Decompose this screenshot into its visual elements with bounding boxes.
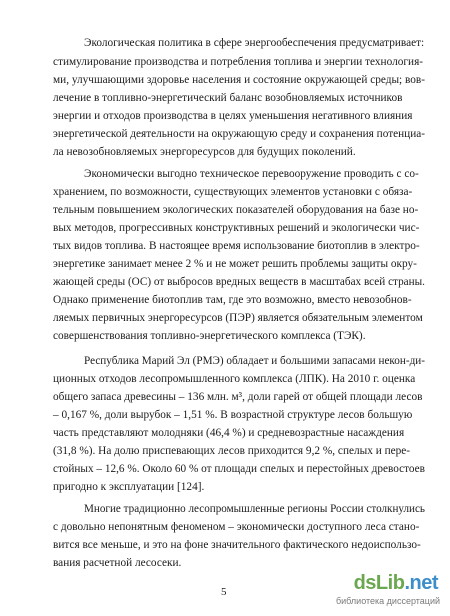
text-line: энергетической деятельности на окружающую среду и сохранения потенциа- — [53, 128, 425, 140]
text-line: Республика Марий Эл (РМЭ) обладает и большими запасами некон-ди- — [84, 355, 425, 367]
text-line: тельным повышением экологических показателей оборудования на базе но- — [53, 204, 419, 216]
watermark-logo — [354, 572, 438, 594]
text-line: стимулирование производства и потребления топлива и энергии технология- — [53, 56, 424, 68]
text-line: Однако применение биотоплив там, где это возможно, вместо невозобнов- — [53, 294, 412, 306]
text-line: ционных отходов лесопромышленного комплекса (ЛПК). На 2010 г. оценка — [53, 373, 416, 385]
text-line: энергии и отходов производства в целях уменьшения негативного влияния — [53, 110, 413, 122]
text-line: общего запаса древесины – 136 млн. м³, доли гарей от общей площади лесов — [53, 391, 423, 403]
text-line: стойных – 12,6 %. Около 60 % от площади спелых и перестойных древостоев — [53, 463, 425, 475]
text-line: энергетике занимает менее 2 % и не может решить проблемы защиты окру- — [53, 258, 417, 270]
text-line: Экологическая политика в сфере энергообеспечения предусматривает: — [84, 37, 425, 49]
watermark-logo-suffix: .net — [404, 572, 438, 594]
text-line: ла невозобновляемых энергоресурсов для будущих поколений. — [53, 146, 356, 158]
watermark-logo-main: dsLib — [353, 572, 405, 594]
text-line: вания расчетной лесосеки. — [53, 557, 182, 569]
text-line: тых видов топлива. В настоящее время использование биотоплив в электро- — [53, 240, 420, 252]
text-line: часть представляют молодняки (46,4 %) и средневозрастные насаждения — [53, 427, 405, 439]
watermark-caption: библиотека диссертаций — [335, 596, 440, 606]
page-number: 5 — [221, 586, 227, 598]
text-line: совершенствования топливно-энергетического комплекса (ТЭК). — [53, 330, 366, 342]
text-line: пригодно к эксплуатации [124]. — [53, 481, 205, 493]
watermark[interactable] — [324, 572, 442, 612]
text-line: Многие традиционно лесопромышленные регионы России столкнулись — [84, 503, 425, 515]
text-line: хранением, по возможности, существующих элементов установки с обяза- — [53, 186, 413, 198]
text-line: (31,8 %). На долю приспевающих лесов приходится 9,2 %, спелых и пере- — [53, 445, 411, 457]
text-line: ми, улучшающими здоровье населения и состояние окружающей среды; вов- — [53, 74, 425, 86]
text-line: лечение в топливно-энергетический баланс возобновляемых источников — [53, 92, 403, 104]
text-line: вится все меньше, и это на фоне значительного фактического недоиспользо- — [53, 539, 421, 551]
text-line: Экономически выгодно техническое перевооружение проводить с со- — [84, 168, 419, 180]
text-line: ляемых первичных энергоресурсов (ПЭР) является обязательным элементом — [53, 312, 423, 324]
text-line: вых методов, прогрессивных конструктивных решений и экологически чис- — [53, 222, 420, 234]
text-line: жающей среды (ОС) от выбросов вредных веществ в масштабах всей страны. — [53, 276, 425, 288]
text-line: с довольно непонятным феноменом – экономически доступного леса стано- — [53, 521, 420, 533]
text-line: – 0,167 %, доли вырубок – 1,51 %. В возрастной структуре лесов большую — [53, 409, 413, 421]
